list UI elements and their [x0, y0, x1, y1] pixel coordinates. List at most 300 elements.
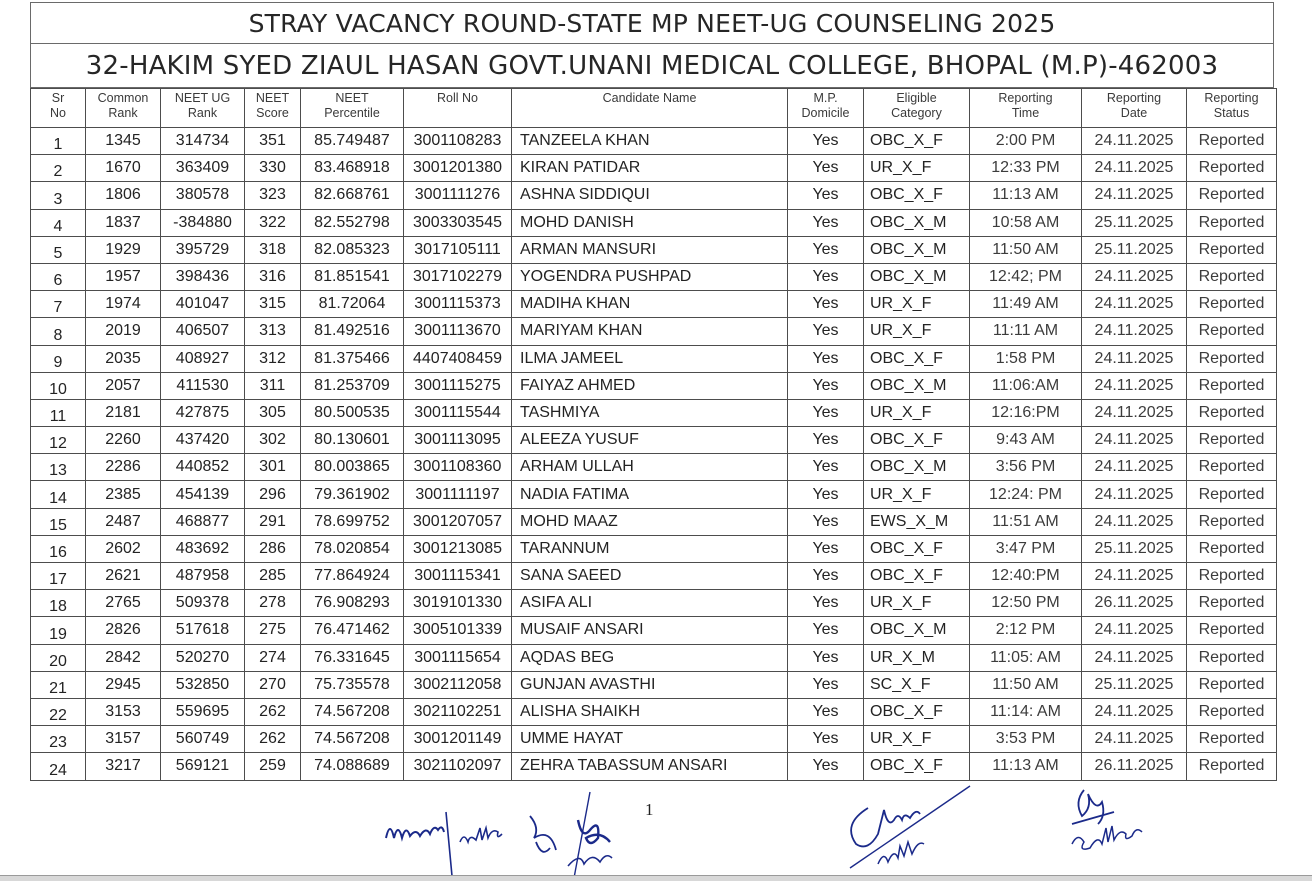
reporting-status-cell: Reported	[1187, 318, 1277, 345]
candidate-name-cell: MOHD DANISH	[512, 209, 788, 236]
reporting-time-cell: 2:00 PM	[970, 128, 1082, 155]
candidate-name-cell: FAIYAZ AHMED	[512, 372, 788, 399]
eligible-category-cell: UR_X_F	[864, 590, 970, 617]
table-row	[31, 399, 1277, 426]
reporting-status-cell: Reported	[1187, 563, 1277, 590]
reporting-status-cell: Reported	[1187, 698, 1277, 725]
column-header-line1: Roll No	[437, 91, 478, 105]
column-header	[970, 89, 1082, 128]
eligible-category-cell: SC_X_F	[864, 671, 970, 698]
column-header-line2: Percentile	[324, 106, 380, 120]
neet-score-cell: 274	[245, 644, 301, 671]
common-rank-cell: 2487	[86, 508, 161, 535]
neet-percentile-cell: 81.851541	[301, 263, 404, 290]
sr-no-cell: 10	[31, 372, 86, 399]
common-rank-cell: 1957	[86, 263, 161, 290]
sr-no-cell: 13	[31, 454, 86, 481]
neet-ug-rank-cell: 559695	[161, 698, 245, 725]
roll-no-cell: 3001115654	[404, 644, 512, 671]
page-bottom-edge	[0, 875, 1312, 881]
roll-no-cell: 3002112058	[404, 671, 512, 698]
neet-score-cell: 311	[245, 372, 301, 399]
candidate-name-cell: ILMA JAMEEL	[512, 345, 788, 372]
neet-ug-rank-cell: 487958	[161, 563, 245, 590]
reporting-date-cell: 25.11.2025	[1082, 209, 1187, 236]
roll-no-cell: 3001111197	[404, 481, 512, 508]
neet-percentile-cell: 76.471462	[301, 617, 404, 644]
document-sheet	[30, 0, 1274, 781]
mp-domicile-cell: Yes	[788, 753, 864, 780]
reporting-date-cell: 24.11.2025	[1082, 617, 1187, 644]
candidate-name-cell: ARHAM ULLAH	[512, 454, 788, 481]
mp-domicile-cell: Yes	[788, 671, 864, 698]
mp-domicile-cell: Yes	[788, 372, 864, 399]
mp-domicile-cell: Yes	[788, 236, 864, 263]
reporting-time-cell: 10:58 AM	[970, 209, 1082, 236]
eligible-category-cell: OBC_X_F	[864, 698, 970, 725]
common-rank-cell: 2181	[86, 399, 161, 426]
reporting-date-cell: 26.11.2025	[1082, 590, 1187, 617]
column-header	[301, 89, 404, 128]
candidate-name-cell: AQDAS BEG	[512, 644, 788, 671]
roll-no-cell: 3019101330	[404, 590, 512, 617]
eligible-category-cell: UR_X_F	[864, 481, 970, 508]
common-rank-cell: 2035	[86, 345, 161, 372]
mp-domicile-cell: Yes	[788, 590, 864, 617]
table-row	[31, 563, 1277, 590]
roll-no-cell: 3001207057	[404, 508, 512, 535]
table-row	[31, 726, 1277, 753]
neet-score-cell: 305	[245, 399, 301, 426]
reporting-date-cell: 24.11.2025	[1082, 508, 1187, 535]
neet-ug-rank-cell: 560749	[161, 726, 245, 753]
reporting-date-cell: 24.11.2025	[1082, 372, 1187, 399]
common-rank-cell: 2057	[86, 372, 161, 399]
mp-domicile-cell: Yes	[788, 345, 864, 372]
reporting-time-cell: 11:06:AM	[970, 372, 1082, 399]
column-header-line2: Date	[1120, 106, 1148, 120]
eligible-category-cell: UR_X_M	[864, 644, 970, 671]
sr-no-cell: 24	[31, 753, 86, 780]
neet-percentile-cell: 78.699752	[301, 508, 404, 535]
column-header-line1: NEET	[255, 91, 290, 105]
column-header	[512, 89, 788, 128]
column-header-line2: Status	[1213, 106, 1250, 120]
candidate-name-cell: MARIYAM KHAN	[512, 318, 788, 345]
reporting-time-cell: 12:40:PM	[970, 563, 1082, 590]
candidate-name-cell: ASHNA SIDDIQUI	[512, 182, 788, 209]
sr-no-cell: 7	[31, 291, 86, 318]
roll-no-cell: 3003303545	[404, 209, 512, 236]
neet-score-cell: 275	[245, 617, 301, 644]
reporting-status-cell: Reported	[1187, 263, 1277, 290]
table-row	[31, 427, 1277, 454]
mp-domicile-cell: Yes	[788, 427, 864, 454]
sr-no-cell: 19	[31, 617, 86, 644]
reporting-time-cell: 9:43 AM	[970, 427, 1082, 454]
signature-2	[560, 790, 620, 880]
reporting-time-cell: 2:12 PM	[970, 617, 1082, 644]
eligible-category-cell: OBC_X_F	[864, 563, 970, 590]
table-row	[31, 617, 1277, 644]
table-row	[31, 535, 1277, 562]
mp-domicile-cell: Yes	[788, 563, 864, 590]
table-row	[31, 454, 1277, 481]
neet-ug-rank-cell: 427875	[161, 399, 245, 426]
candidate-name-cell: ALISHA SHAIKH	[512, 698, 788, 725]
reporting-date-cell: 24.11.2025	[1082, 698, 1187, 725]
eligible-category-cell: UR_X_F	[864, 399, 970, 426]
neet-ug-rank-cell: 517618	[161, 617, 245, 644]
table-row	[31, 644, 1277, 671]
neet-score-cell: 351	[245, 128, 301, 155]
reporting-date-cell: 24.11.2025	[1082, 481, 1187, 508]
sr-no-cell: 22	[31, 698, 86, 725]
candidate-name-cell: ASIFA ALI	[512, 590, 788, 617]
neet-percentile-cell: 79.361902	[301, 481, 404, 508]
roll-no-cell: 3021102097	[404, 753, 512, 780]
sr-no-cell: 12	[31, 427, 86, 454]
neet-percentile-cell: 74.567208	[301, 698, 404, 725]
sr-no-cell: 14	[31, 481, 86, 508]
column-header	[864, 89, 970, 128]
mp-domicile-cell: Yes	[788, 128, 864, 155]
common-rank-cell: 2286	[86, 454, 161, 481]
common-rank-cell: 3217	[86, 753, 161, 780]
mp-domicile-cell: Yes	[788, 263, 864, 290]
reporting-status-cell: Reported	[1187, 236, 1277, 263]
neet-percentile-cell: 77.864924	[301, 563, 404, 590]
neet-score-cell: 286	[245, 535, 301, 562]
table-row	[31, 698, 1277, 725]
neet-score-cell: 301	[245, 454, 301, 481]
roll-no-cell: 3001113670	[404, 318, 512, 345]
column-header-line1: Sr	[51, 91, 65, 105]
neet-ug-rank-cell: 532850	[161, 671, 245, 698]
eligible-category-cell: UR_X_F	[864, 291, 970, 318]
reporting-time-cell: 11:13 AM	[970, 753, 1082, 780]
eligible-category-cell: UR_X_F	[864, 155, 970, 182]
common-rank-cell: 3153	[86, 698, 161, 725]
reporting-date-cell: 25.11.2025	[1082, 535, 1187, 562]
reporting-status-cell: Reported	[1187, 128, 1277, 155]
neet-percentile-cell: 76.331645	[301, 644, 404, 671]
neet-percentile-cell: 80.500535	[301, 399, 404, 426]
eligible-category-cell: OBC_X_M	[864, 454, 970, 481]
neet-percentile-cell: 82.552798	[301, 209, 404, 236]
column-header-line2: Score	[256, 106, 289, 120]
reporting-status-cell: Reported	[1187, 617, 1277, 644]
column-header-line2: Time	[1011, 106, 1040, 120]
neet-ug-rank-cell: 406507	[161, 318, 245, 345]
mp-domicile-cell: Yes	[788, 182, 864, 209]
mp-domicile-cell: Yes	[788, 454, 864, 481]
eligible-category-cell: OBC_X_M	[864, 617, 970, 644]
roll-no-cell: 3001115544	[404, 399, 512, 426]
neet-score-cell: 313	[245, 318, 301, 345]
roll-no-cell: 3021102251	[404, 698, 512, 725]
eligible-category-cell: OBC_X_F	[864, 128, 970, 155]
common-rank-cell: 2765	[86, 590, 161, 617]
neet-percentile-cell: 78.020854	[301, 535, 404, 562]
column-header	[161, 89, 245, 128]
reporting-time-cell: 12:42; PM	[970, 263, 1082, 290]
neet-score-cell: 259	[245, 753, 301, 780]
neet-percentile-cell: 81.492516	[301, 318, 404, 345]
neet-percentile-cell: 75.735578	[301, 671, 404, 698]
neet-ug-rank-cell: 314734	[161, 128, 245, 155]
common-rank-cell: 2019	[86, 318, 161, 345]
mp-domicile-cell: Yes	[788, 726, 864, 753]
signature-area	[0, 780, 1312, 880]
candidate-name-cell: TASHMIYA	[512, 399, 788, 426]
reporting-time-cell: 3:47 PM	[970, 535, 1082, 562]
table-row	[31, 128, 1277, 155]
reporting-status-cell: Reported	[1187, 753, 1277, 780]
column-header-line1: Eligible	[896, 91, 937, 105]
common-rank-cell: 2621	[86, 563, 161, 590]
common-rank-cell: 1837	[86, 209, 161, 236]
column-header-line1: Common	[97, 91, 149, 105]
neet-ug-rank-cell: 437420	[161, 427, 245, 454]
reporting-date-cell: 24.11.2025	[1082, 291, 1187, 318]
candidate-name-cell: MOHD MAAZ	[512, 508, 788, 535]
neet-ug-rank-cell: 411530	[161, 372, 245, 399]
roll-no-cell: 3001213085	[404, 535, 512, 562]
column-header-line1: M.P.	[813, 91, 838, 105]
reporting-time-cell: 11:51 AM	[970, 508, 1082, 535]
neet-score-cell: 322	[245, 209, 301, 236]
table-row	[31, 182, 1277, 209]
reporting-time-cell: 12:50 PM	[970, 590, 1082, 617]
reporting-time-cell: 3:56 PM	[970, 454, 1082, 481]
reporting-status-cell: Reported	[1187, 508, 1277, 535]
sr-no-cell: 8	[31, 318, 86, 345]
reporting-status-cell: Reported	[1187, 399, 1277, 426]
eligible-category-cell: OBC_X_F	[864, 345, 970, 372]
sr-no-cell: 4	[31, 209, 86, 236]
neet-score-cell: 302	[245, 427, 301, 454]
roll-no-cell: 3001111276	[404, 182, 512, 209]
candidate-name-cell: YOGENDRA PUSHPAD	[512, 263, 788, 290]
reporting-date-cell: 24.11.2025	[1082, 263, 1187, 290]
column-header	[86, 89, 161, 128]
neet-percentile-cell: 81.375466	[301, 345, 404, 372]
roll-no-cell: 3017102279	[404, 263, 512, 290]
mp-domicile-cell: Yes	[788, 399, 864, 426]
reporting-status-cell: Reported	[1187, 427, 1277, 454]
table-row	[31, 753, 1277, 780]
reporting-time-cell: 11:13 AM	[970, 182, 1082, 209]
reporting-time-cell: 3:53 PM	[970, 726, 1082, 753]
reporting-date-cell: 24.11.2025	[1082, 454, 1187, 481]
column-header-line1: Reporting	[1204, 91, 1259, 105]
reporting-time-cell: 11:49 AM	[970, 291, 1082, 318]
common-rank-cell: 1929	[86, 236, 161, 263]
neet-percentile-cell: 81.253709	[301, 372, 404, 399]
table-row	[31, 481, 1277, 508]
neet-ug-rank-cell: 440852	[161, 454, 245, 481]
table-row	[31, 508, 1277, 535]
mp-domicile-cell: Yes	[788, 644, 864, 671]
reporting-time-cell: 11:50 AM	[970, 236, 1082, 263]
sr-no-cell: 11	[31, 399, 86, 426]
table-row	[31, 345, 1277, 372]
reporting-date-cell: 24.11.2025	[1082, 644, 1187, 671]
reporting-time-cell: 11:11 AM	[970, 318, 1082, 345]
candidate-name-cell: ZEHRA TABASSUM ANSARI	[512, 753, 788, 780]
reporting-status-cell: Reported	[1187, 726, 1277, 753]
table-row	[31, 236, 1277, 263]
neet-ug-rank-cell: 395729	[161, 236, 245, 263]
reporting-time-cell: 11:14: AM	[970, 698, 1082, 725]
neet-ug-rank-cell: 483692	[161, 535, 245, 562]
neet-percentile-cell: 74.567208	[301, 726, 404, 753]
mp-domicile-cell: Yes	[788, 481, 864, 508]
reporting-status-cell: Reported	[1187, 291, 1277, 318]
reporting-status-cell: Reported	[1187, 372, 1277, 399]
mp-domicile-cell: Yes	[788, 155, 864, 182]
table-row	[31, 372, 1277, 399]
neet-ug-rank-cell: 569121	[161, 753, 245, 780]
roll-no-cell: 3017105111	[404, 236, 512, 263]
roll-no-cell: 3001201380	[404, 155, 512, 182]
eligible-category-cell: OBC_X_M	[864, 236, 970, 263]
sr-no-cell: 15	[31, 508, 86, 535]
reporting-date-cell: 24.11.2025	[1082, 726, 1187, 753]
table-row	[31, 318, 1277, 345]
roll-no-cell: 3005101339	[404, 617, 512, 644]
neet-ug-rank-cell: 468877	[161, 508, 245, 535]
roll-no-cell: 3001113095	[404, 427, 512, 454]
candidate-name-cell: MUSAIF ANSARI	[512, 617, 788, 644]
neet-percentile-cell: 74.088689	[301, 753, 404, 780]
candidate-name-cell: ALEEZA YUSUF	[512, 427, 788, 454]
roll-no-cell: 3001108283	[404, 128, 512, 155]
neet-ug-rank-cell: 509378	[161, 590, 245, 617]
common-rank-cell: 2826	[86, 617, 161, 644]
eligible-category-cell: OBC_X_M	[864, 209, 970, 236]
common-rank-cell: 1806	[86, 182, 161, 209]
eligible-category-cell: OBC_X_F	[864, 427, 970, 454]
common-rank-cell: 2945	[86, 671, 161, 698]
mp-domicile-cell: Yes	[788, 209, 864, 236]
reporting-time-cell: 12:24: PM	[970, 481, 1082, 508]
common-rank-cell: 2602	[86, 535, 161, 562]
neet-score-cell: 270	[245, 671, 301, 698]
signature-4	[1062, 782, 1192, 862]
reporting-status-cell: Reported	[1187, 454, 1277, 481]
signature-1	[380, 798, 560, 878]
table-row	[31, 263, 1277, 290]
column-header	[1082, 89, 1187, 128]
mp-domicile-cell: Yes	[788, 318, 864, 345]
document-title: STRAY VACANCY ROUND-STATE MP NEET-UG COUNSELING 2025	[30, 2, 1274, 44]
reporting-time-cell: 11:50 AM	[970, 671, 1082, 698]
sr-no-cell: 9	[31, 345, 86, 372]
roll-no-cell: 3001108360	[404, 454, 512, 481]
college-name: 32-HAKIM SYED ZIAUL HASAN GOVT.UNANI MEDICAL COLLEGE, BHOPAL (M.P)-462003	[30, 44, 1274, 88]
reporting-time-cell: 12:33 PM	[970, 155, 1082, 182]
common-rank-cell: 2842	[86, 644, 161, 671]
neet-percentile-cell: 82.668761	[301, 182, 404, 209]
column-header-line2: No	[50, 106, 66, 120]
common-rank-cell: 3157	[86, 726, 161, 753]
reporting-date-cell: 24.11.2025	[1082, 318, 1187, 345]
sr-no-cell: 5	[31, 236, 86, 263]
eligible-category-cell: OBC_X_M	[864, 263, 970, 290]
neet-ug-rank-cell: 454139	[161, 481, 245, 508]
eligible-category-cell: OBC_X_F	[864, 182, 970, 209]
reporting-time-cell: 1:58 PM	[970, 345, 1082, 372]
candidate-name-cell: MADIHA KHAN	[512, 291, 788, 318]
sr-no-cell: 1	[31, 128, 86, 155]
candidates-table	[30, 88, 1277, 781]
common-rank-cell: 1974	[86, 291, 161, 318]
candidate-name-cell: SANA SAEED	[512, 563, 788, 590]
neet-score-cell: 323	[245, 182, 301, 209]
neet-score-cell: 312	[245, 345, 301, 372]
reporting-time-cell: 12:16:PM	[970, 399, 1082, 426]
neet-score-cell: 315	[245, 291, 301, 318]
neet-score-cell: 330	[245, 155, 301, 182]
table-row	[31, 590, 1277, 617]
common-rank-cell: 2260	[86, 427, 161, 454]
table-header-row	[31, 89, 1277, 128]
neet-ug-rank-cell: 363409	[161, 155, 245, 182]
neet-score-cell: 262	[245, 726, 301, 753]
reporting-date-cell: 24.11.2025	[1082, 128, 1187, 155]
neet-score-cell: 316	[245, 263, 301, 290]
sr-no-cell: 16	[31, 535, 86, 562]
sr-no-cell: 2	[31, 155, 86, 182]
sr-no-cell: 3	[31, 182, 86, 209]
neet-percentile-cell: 85.749487	[301, 128, 404, 155]
table-row	[31, 291, 1277, 318]
roll-no-cell: 3001201149	[404, 726, 512, 753]
sr-no-cell: 6	[31, 263, 86, 290]
roll-no-cell: 3001115275	[404, 372, 512, 399]
neet-score-cell: 278	[245, 590, 301, 617]
roll-no-cell: 4407408459	[404, 345, 512, 372]
mp-domicile-cell: Yes	[788, 698, 864, 725]
neet-ug-rank-cell: 401047	[161, 291, 245, 318]
reporting-date-cell: 26.11.2025	[1082, 753, 1187, 780]
neet-score-cell: 285	[245, 563, 301, 590]
reporting-status-cell: Reported	[1187, 590, 1277, 617]
roll-no-cell: 3001115341	[404, 563, 512, 590]
neet-score-cell: 291	[245, 508, 301, 535]
candidate-name-cell: ARMAN MANSURI	[512, 236, 788, 263]
table-body	[31, 128, 1277, 781]
mp-domicile-cell: Yes	[788, 291, 864, 318]
candidate-name-cell: UMME HAYAT	[512, 726, 788, 753]
column-header	[404, 89, 512, 128]
reporting-status-cell: Reported	[1187, 209, 1277, 236]
sr-no-cell: 21	[31, 671, 86, 698]
candidate-name-cell: TANZEELA KHAN	[512, 128, 788, 155]
neet-ug-rank-cell: 408927	[161, 345, 245, 372]
signature-3	[838, 784, 978, 874]
column-header	[245, 89, 301, 128]
column-header-line2: Rank	[108, 106, 138, 120]
sr-no-cell: 18	[31, 590, 86, 617]
neet-ug-rank-cell: 520270	[161, 644, 245, 671]
reporting-status-cell: Reported	[1187, 481, 1277, 508]
table-row	[31, 671, 1277, 698]
sr-no-cell: 20	[31, 644, 86, 671]
eligible-category-cell: OBC_X_M	[864, 372, 970, 399]
